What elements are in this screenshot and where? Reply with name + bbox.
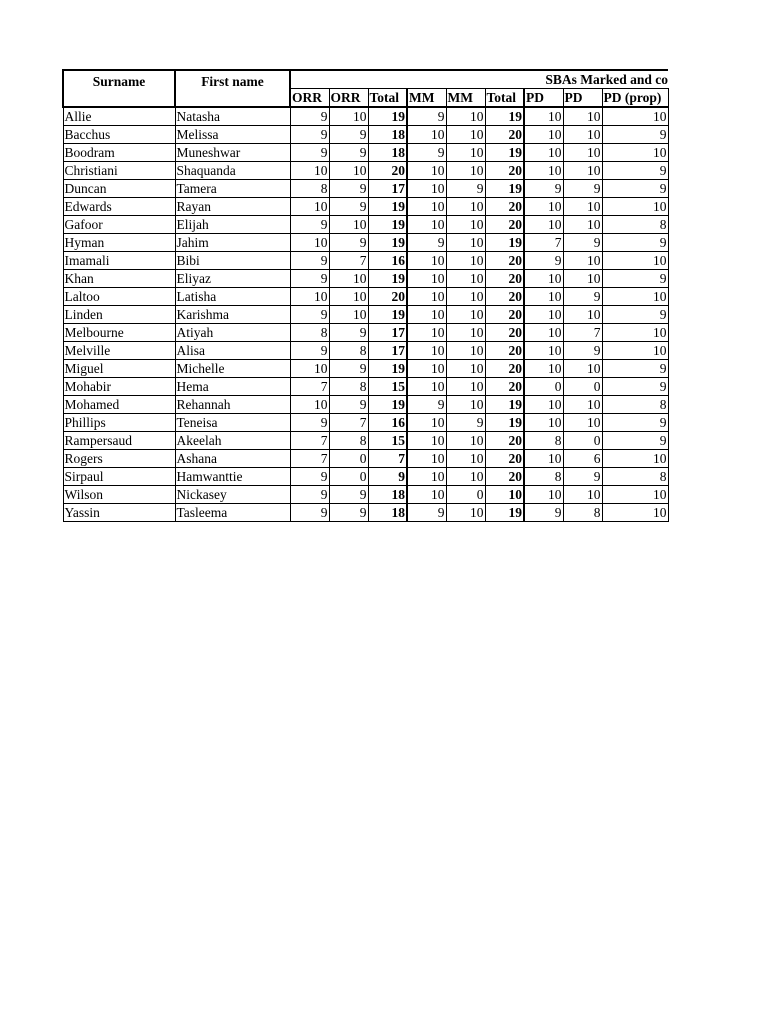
cell-orr-2[interactable]: 8 <box>329 378 368 396</box>
cell-first-name[interactable]: Atiyah <box>175 324 290 342</box>
cell-orr-1[interactable]: 8 <box>290 324 329 342</box>
cell-pd-1[interactable]: 10 <box>524 144 563 162</box>
cell-orr-2[interactable]: 9 <box>329 324 368 342</box>
cell-orr-total[interactable]: 15 <box>368 378 407 396</box>
cell-pd-prop[interactable]: 10 <box>602 450 668 468</box>
cell-orr-1[interactable]: 10 <box>290 234 329 252</box>
cell-pd-prop[interactable]: 8 <box>602 468 668 486</box>
cell-pd-2[interactable]: 10 <box>563 360 602 378</box>
cell-orr-2[interactable]: 9 <box>329 126 368 144</box>
cell-orr-1[interactable]: 7 <box>290 450 329 468</box>
cell-surname[interactable]: Bacchus <box>63 126 175 144</box>
cell-mm-2[interactable]: 10 <box>446 288 485 306</box>
cell-pd-prop[interactable]: 8 <box>602 396 668 414</box>
cell-orr-total[interactable]: 17 <box>368 180 407 198</box>
cell-orr-2[interactable]: 0 <box>329 450 368 468</box>
cell-first-name[interactable]: Hamwanttie <box>175 468 290 486</box>
cell-mm-2[interactable]: 10 <box>446 306 485 324</box>
cell-surname[interactable]: Duncan <box>63 180 175 198</box>
cell-mm-2[interactable]: 10 <box>446 126 485 144</box>
cell-pd-2[interactable]: 10 <box>563 144 602 162</box>
cell-pd-2[interactable]: 9 <box>563 342 602 360</box>
cell-mm-1[interactable]: 10 <box>407 288 446 306</box>
cell-mm-2[interactable]: 10 <box>446 396 485 414</box>
table-row <box>63 144 668 162</box>
cell-mm-total[interactable]: 19 <box>485 504 524 522</box>
cell-mm-2[interactable]: 10 <box>446 107 485 126</box>
cell-mm-1[interactable]: 10 <box>407 126 446 144</box>
cell-mm-total[interactable]: 20 <box>485 432 524 450</box>
cell-mm-total[interactable]: 10 <box>485 486 524 504</box>
cell-surname[interactable]: Wilson <box>63 486 175 504</box>
cell-orr-2[interactable]: 10 <box>329 306 368 324</box>
cell-surname[interactable]: Boodram <box>63 144 175 162</box>
header-sbas-group[interactable]: SBAs Marked and co <box>290 70 668 89</box>
header-surname[interactable]: Surname <box>63 70 175 107</box>
cell-surname[interactable]: Phillips <box>63 414 175 432</box>
cell-orr-2[interactable]: 9 <box>329 234 368 252</box>
cell-pd-1[interactable]: 0 <box>524 378 563 396</box>
table-row <box>63 252 668 270</box>
cell-mm-total[interactable]: 19 <box>485 234 524 252</box>
cell-orr-total[interactable]: 7 <box>368 450 407 468</box>
cell-pd-2[interactable]: 10 <box>563 486 602 504</box>
table-row <box>63 162 668 180</box>
cell-orr-total[interactable]: 20 <box>368 288 407 306</box>
cell-surname[interactable]: Linden <box>63 306 175 324</box>
cell-orr-total[interactable]: 19 <box>368 234 407 252</box>
cell-pd-1[interactable]: 10 <box>524 396 563 414</box>
cell-pd-1[interactable]: 10 <box>524 360 563 378</box>
cell-pd-1[interactable]: 10 <box>524 324 563 342</box>
cell-mm-2[interactable]: 9 <box>446 414 485 432</box>
table-row <box>63 468 668 486</box>
table-row <box>63 288 668 306</box>
cell-orr-2[interactable]: 9 <box>329 360 368 378</box>
cell-orr-1[interactable]: 9 <box>290 342 329 360</box>
cell-first-name[interactable]: Melissa <box>175 126 290 144</box>
header-pd-1[interactable]: PD <box>524 89 563 108</box>
cell-mm-2[interactable]: 10 <box>446 324 485 342</box>
cell-orr-total[interactable]: 20 <box>368 162 407 180</box>
cell-orr-1[interactable]: 9 <box>290 504 329 522</box>
cell-orr-total[interactable]: 15 <box>368 432 407 450</box>
header-mm-2[interactable]: MM <box>446 89 485 108</box>
cell-surname[interactable]: Imamali <box>63 252 175 270</box>
cell-pd-prop[interactable]: 10 <box>602 144 668 162</box>
cell-pd-1[interactable]: 10 <box>524 306 563 324</box>
cell-orr-1[interactable]: 9 <box>290 486 329 504</box>
cell-surname[interactable]: Khan <box>63 270 175 288</box>
table-row <box>63 234 668 252</box>
cell-first-name[interactable]: Rehannah <box>175 396 290 414</box>
cell-orr-total[interactable]: 17 <box>368 324 407 342</box>
marks-table <box>62 69 669 522</box>
table-row <box>63 324 668 342</box>
cell-surname[interactable]: Yassin <box>63 504 175 522</box>
cell-pd-prop[interactable]: 10 <box>602 288 668 306</box>
cell-orr-1[interactable]: 10 <box>290 162 329 180</box>
header-pd-2[interactable]: PD <box>563 89 602 108</box>
cell-pd-2[interactable]: 10 <box>563 396 602 414</box>
cell-orr-2[interactable]: 8 <box>329 432 368 450</box>
cell-pd-2[interactable]: 10 <box>563 414 602 432</box>
table-row <box>63 486 668 504</box>
cell-mm-1[interactable]: 10 <box>407 216 446 234</box>
cell-mm-1[interactable]: 10 <box>407 378 446 396</box>
cell-mm-1[interactable]: 10 <box>407 432 446 450</box>
cell-pd-1[interactable]: 10 <box>524 216 563 234</box>
table-row <box>63 378 668 396</box>
cell-pd-1[interactable]: 10 <box>524 107 563 126</box>
cell-orr-2[interactable]: 10 <box>329 288 368 306</box>
cell-mm-2[interactable]: 10 <box>446 216 485 234</box>
cell-orr-2[interactable]: 9 <box>329 144 368 162</box>
cell-surname[interactable]: Rogers <box>63 450 175 468</box>
cell-surname[interactable]: Edwards <box>63 198 175 216</box>
cell-mm-1[interactable]: 10 <box>407 342 446 360</box>
table-row <box>63 414 668 432</box>
cell-mm-total[interactable]: 20 <box>485 288 524 306</box>
cell-first-name[interactable]: Karishma <box>175 306 290 324</box>
table-row <box>63 504 668 522</box>
cell-mm-total[interactable]: 20 <box>485 162 524 180</box>
cell-mm-1[interactable]: 10 <box>407 360 446 378</box>
cell-pd-1[interactable]: 8 <box>524 468 563 486</box>
table-row <box>63 198 668 216</box>
cell-pd-1[interactable]: 9 <box>524 504 563 522</box>
cell-orr-total[interactable]: 18 <box>368 144 407 162</box>
table-row <box>63 342 668 360</box>
cell-surname[interactable]: Mohabir <box>63 378 175 396</box>
cell-mm-1[interactable]: 10 <box>407 180 446 198</box>
header-first-name[interactable]: First name <box>175 70 290 107</box>
cell-surname[interactable]: Rampersaud <box>63 432 175 450</box>
cell-orr-1[interactable]: 9 <box>290 270 329 288</box>
cell-orr-2[interactable]: 8 <box>329 342 368 360</box>
cell-mm-2[interactable]: 10 <box>446 468 485 486</box>
cell-pd-2[interactable]: 0 <box>563 432 602 450</box>
cell-mm-1[interactable]: 10 <box>407 162 446 180</box>
cell-orr-1[interactable]: 7 <box>290 432 329 450</box>
cell-pd-1[interactable]: 10 <box>524 486 563 504</box>
cell-pd-prop[interactable]: 9 <box>602 414 668 432</box>
table-row <box>63 270 668 288</box>
cell-mm-total[interactable]: 20 <box>485 270 524 288</box>
cell-mm-total[interactable]: 20 <box>485 306 524 324</box>
cell-mm-1[interactable]: 10 <box>407 486 446 504</box>
header-mm-1[interactable]: MM <box>407 89 446 108</box>
table-row <box>63 396 668 414</box>
cell-orr-total[interactable]: 19 <box>368 216 407 234</box>
cell-pd-prop[interactable]: 9 <box>602 162 668 180</box>
cell-mm-2[interactable]: 10 <box>446 234 485 252</box>
table-row <box>63 306 668 324</box>
cell-pd-2[interactable]: 0 <box>563 378 602 396</box>
cell-pd-prop[interactable]: 9 <box>602 360 668 378</box>
cell-surname[interactable]: Miguel <box>63 360 175 378</box>
cell-orr-total[interactable]: 16 <box>368 252 407 270</box>
cell-mm-1[interactable]: 10 <box>407 324 446 342</box>
cell-mm-1[interactable]: 9 <box>407 234 446 252</box>
table-row <box>63 180 668 198</box>
cell-pd-2[interactable]: 7 <box>563 324 602 342</box>
cell-mm-total[interactable]: 20 <box>485 450 524 468</box>
cell-orr-1[interactable]: 9 <box>290 306 329 324</box>
cell-pd-prop[interactable]: 10 <box>602 324 668 342</box>
cell-first-name[interactable]: Ashana <box>175 450 290 468</box>
cell-surname[interactable]: Hyman <box>63 234 175 252</box>
cell-mm-1[interactable]: 10 <box>407 306 446 324</box>
cell-pd-prop[interactable]: 10 <box>602 198 668 216</box>
cell-pd-2[interactable]: 10 <box>563 198 602 216</box>
cell-orr-2[interactable]: 7 <box>329 252 368 270</box>
cell-mm-1[interactable]: 10 <box>407 270 446 288</box>
cell-first-name[interactable]: Natasha <box>175 107 290 126</box>
cell-mm-total[interactable]: 20 <box>485 468 524 486</box>
cell-first-name[interactable]: Michelle <box>175 360 290 378</box>
cell-orr-2[interactable]: 9 <box>329 504 368 522</box>
cell-mm-1[interactable]: 10 <box>407 252 446 270</box>
cell-orr-1[interactable]: 10 <box>290 396 329 414</box>
cell-orr-total[interactable]: 19 <box>368 107 407 126</box>
cell-mm-1[interactable]: 9 <box>407 144 446 162</box>
table-row <box>63 107 668 126</box>
cell-mm-2[interactable]: 10 <box>446 144 485 162</box>
cell-orr-2[interactable]: 10 <box>329 162 368 180</box>
cell-mm-total[interactable]: 20 <box>485 252 524 270</box>
cell-pd-prop[interactable]: 10 <box>602 486 668 504</box>
cell-pd-2[interactable]: 10 <box>563 216 602 234</box>
cell-mm-1[interactable]: 10 <box>407 468 446 486</box>
table-row <box>63 450 668 468</box>
cell-surname[interactable]: Laltoo <box>63 288 175 306</box>
cell-mm-2[interactable]: 10 <box>446 342 485 360</box>
cell-mm-1[interactable]: 9 <box>407 396 446 414</box>
table-row <box>63 360 668 378</box>
cell-orr-total[interactable]: 18 <box>368 504 407 522</box>
cell-pd-1[interactable]: 10 <box>524 450 563 468</box>
cell-first-name[interactable]: Akeelah <box>175 432 290 450</box>
cell-mm-total[interactable]: 20 <box>485 342 524 360</box>
cell-first-name[interactable]: Eliyaz <box>175 270 290 288</box>
cell-surname[interactable]: Allie <box>63 107 175 126</box>
cell-mm-1[interactable]: 9 <box>407 107 446 126</box>
cell-pd-1[interactable]: 10 <box>524 288 563 306</box>
cell-pd-2[interactable]: 10 <box>563 126 602 144</box>
cell-orr-2[interactable]: 10 <box>329 216 368 234</box>
cell-pd-prop[interactable]: 9 <box>602 126 668 144</box>
cell-surname[interactable]: Melbourne <box>63 324 175 342</box>
cell-pd-prop[interactable]: 9 <box>602 432 668 450</box>
cell-pd-prop[interactable]: 10 <box>602 504 668 522</box>
cell-mm-2[interactable]: 10 <box>446 252 485 270</box>
cell-pd-1[interactable]: 8 <box>524 432 563 450</box>
cell-pd-prop[interactable]: 9 <box>602 180 668 198</box>
cell-pd-1[interactable]: 10 <box>524 414 563 432</box>
cell-orr-total[interactable]: 19 <box>368 270 407 288</box>
cell-surname[interactable]: Sirpaul <box>63 468 175 486</box>
cell-orr-1[interactable]: 10 <box>290 360 329 378</box>
cell-orr-total[interactable]: 18 <box>368 126 407 144</box>
cell-pd-prop[interactable]: 10 <box>602 107 668 126</box>
cell-mm-2[interactable]: 10 <box>446 450 485 468</box>
cell-first-name[interactable]: Tasleema <box>175 504 290 522</box>
cell-mm-total[interactable]: 20 <box>485 126 524 144</box>
cell-pd-1[interactable]: 10 <box>524 126 563 144</box>
cell-pd-prop[interactable]: 9 <box>602 378 668 396</box>
cell-pd-1[interactable]: 10 <box>524 270 563 288</box>
cell-surname[interactable]: Christiani <box>63 162 175 180</box>
cell-first-name[interactable]: Hema <box>175 378 290 396</box>
cell-pd-prop[interactable]: 9 <box>602 234 668 252</box>
cell-orr-total[interactable]: 9 <box>368 468 407 486</box>
cell-mm-2[interactable]: 9 <box>446 180 485 198</box>
cell-mm-total[interactable]: 19 <box>485 414 524 432</box>
cell-pd-2[interactable]: 10 <box>563 162 602 180</box>
cell-orr-total[interactable]: 19 <box>368 360 407 378</box>
cell-pd-2[interactable]: 9 <box>563 468 602 486</box>
cell-mm-total[interactable]: 19 <box>485 107 524 126</box>
cell-orr-2[interactable]: 9 <box>329 486 368 504</box>
cell-pd-1[interactable]: 10 <box>524 162 563 180</box>
cell-pd-1[interactable]: 7 <box>524 234 563 252</box>
cell-orr-1[interactable]: 9 <box>290 414 329 432</box>
cell-orr-1[interactable]: 9 <box>290 468 329 486</box>
cell-pd-2[interactable]: 10 <box>563 252 602 270</box>
cell-orr-total[interactable]: 18 <box>368 486 407 504</box>
cell-first-name[interactable]: Bibi <box>175 252 290 270</box>
cell-first-name[interactable]: Shaquanda <box>175 162 290 180</box>
header-orr-1[interactable]: ORR <box>290 89 329 108</box>
spreadsheet-grid <box>62 69 669 522</box>
cell-mm-2[interactable]: 10 <box>446 270 485 288</box>
cell-orr-2[interactable]: 10 <box>329 270 368 288</box>
cell-pd-1[interactable]: 9 <box>524 180 563 198</box>
cell-orr-1[interactable]: 10 <box>290 288 329 306</box>
cell-mm-1[interactable]: 10 <box>407 450 446 468</box>
cell-surname[interactable]: Melville <box>63 342 175 360</box>
cell-mm-1[interactable]: 9 <box>407 504 446 522</box>
header-pd-prop[interactable]: PD (prop) <box>602 89 668 108</box>
cell-first-name[interactable]: Teneisa <box>175 414 290 432</box>
cell-pd-2[interactable]: 9 <box>563 234 602 252</box>
cell-mm-total[interactable]: 20 <box>485 198 524 216</box>
cell-mm-2[interactable]: 10 <box>446 162 485 180</box>
cell-pd-2[interactable]: 9 <box>563 288 602 306</box>
cell-first-name[interactable]: Muneshwar <box>175 144 290 162</box>
cell-pd-2[interactable]: 10 <box>563 306 602 324</box>
cell-surname[interactable]: Gafoor <box>63 216 175 234</box>
cell-orr-total[interactable]: 19 <box>368 396 407 414</box>
cell-mm-1[interactable]: 10 <box>407 414 446 432</box>
cell-orr-2[interactable]: 0 <box>329 468 368 486</box>
cell-pd-2[interactable]: 9 <box>563 180 602 198</box>
cell-first-name[interactable]: Alisa <box>175 342 290 360</box>
table-body <box>63 107 668 522</box>
cell-first-name[interactable]: Elijah <box>175 216 290 234</box>
cell-orr-1[interactable]: 9 <box>290 126 329 144</box>
cell-orr-2[interactable]: 9 <box>329 396 368 414</box>
cell-mm-total[interactable]: 19 <box>485 396 524 414</box>
cell-first-name[interactable]: Tamera <box>175 180 290 198</box>
table-row <box>63 126 668 144</box>
cell-orr-1[interactable]: 9 <box>290 252 329 270</box>
cell-mm-2[interactable]: 10 <box>446 432 485 450</box>
cell-mm-total[interactable]: 20 <box>485 378 524 396</box>
cell-orr-1[interactable]: 9 <box>290 144 329 162</box>
cell-orr-1[interactable]: 9 <box>290 216 329 234</box>
cell-pd-1[interactable]: 10 <box>524 342 563 360</box>
cell-pd-1[interactable]: 10 <box>524 198 563 216</box>
cell-orr-total[interactable]: 19 <box>368 198 407 216</box>
table-row <box>63 216 668 234</box>
cell-mm-2[interactable]: 10 <box>446 378 485 396</box>
cell-mm-2[interactable]: 10 <box>446 504 485 522</box>
cell-orr-total[interactable]: 16 <box>368 414 407 432</box>
cell-mm-2[interactable]: 10 <box>446 360 485 378</box>
cell-orr-1[interactable]: 10 <box>290 198 329 216</box>
cell-orr-total[interactable]: 17 <box>368 342 407 360</box>
cell-orr-1[interactable]: 9 <box>290 107 329 126</box>
cell-orr-2[interactable]: 9 <box>329 198 368 216</box>
cell-surname[interactable]: Mohamed <box>63 396 175 414</box>
header-orr-2[interactable]: ORR <box>329 89 368 108</box>
cell-pd-2[interactable]: 6 <box>563 450 602 468</box>
cell-orr-1[interactable]: 7 <box>290 378 329 396</box>
cell-orr-2[interactable]: 7 <box>329 414 368 432</box>
cell-mm-total[interactable]: 20 <box>485 360 524 378</box>
cell-pd-2[interactable]: 8 <box>563 504 602 522</box>
cell-pd-prop[interactable]: 9 <box>602 270 668 288</box>
cell-first-name[interactable]: Jahim <box>175 234 290 252</box>
cell-mm-total[interactable]: 20 <box>485 324 524 342</box>
cell-pd-prop[interactable]: 10 <box>602 342 668 360</box>
cell-orr-2[interactable]: 9 <box>329 180 368 198</box>
cell-first-name[interactable]: Rayan <box>175 198 290 216</box>
cell-orr-total[interactable]: 19 <box>368 306 407 324</box>
cell-pd-2[interactable]: 10 <box>563 107 602 126</box>
cell-mm-1[interactable]: 10 <box>407 198 446 216</box>
table-row <box>63 432 668 450</box>
cell-mm-2[interactable]: 10 <box>446 198 485 216</box>
cell-orr-1[interactable]: 8 <box>290 180 329 198</box>
cell-pd-1[interactable]: 9 <box>524 252 563 270</box>
header-orr-total[interactable]: Total <box>368 89 407 108</box>
cell-mm-2[interactable]: 0 <box>446 486 485 504</box>
cell-pd-prop[interactable]: 10 <box>602 252 668 270</box>
cell-pd-2[interactable]: 10 <box>563 270 602 288</box>
cell-first-name[interactable]: Nickasey <box>175 486 290 504</box>
cell-orr-2[interactable]: 10 <box>329 107 368 126</box>
cell-mm-total[interactable]: 19 <box>485 144 524 162</box>
cell-pd-prop[interactable]: 8 <box>602 216 668 234</box>
cell-mm-total[interactable]: 20 <box>485 216 524 234</box>
header-mm-total[interactable]: Total <box>485 89 524 108</box>
cell-mm-total[interactable]: 19 <box>485 180 524 198</box>
cell-first-name[interactable]: Latisha <box>175 288 290 306</box>
cell-pd-prop[interactable]: 9 <box>602 306 668 324</box>
